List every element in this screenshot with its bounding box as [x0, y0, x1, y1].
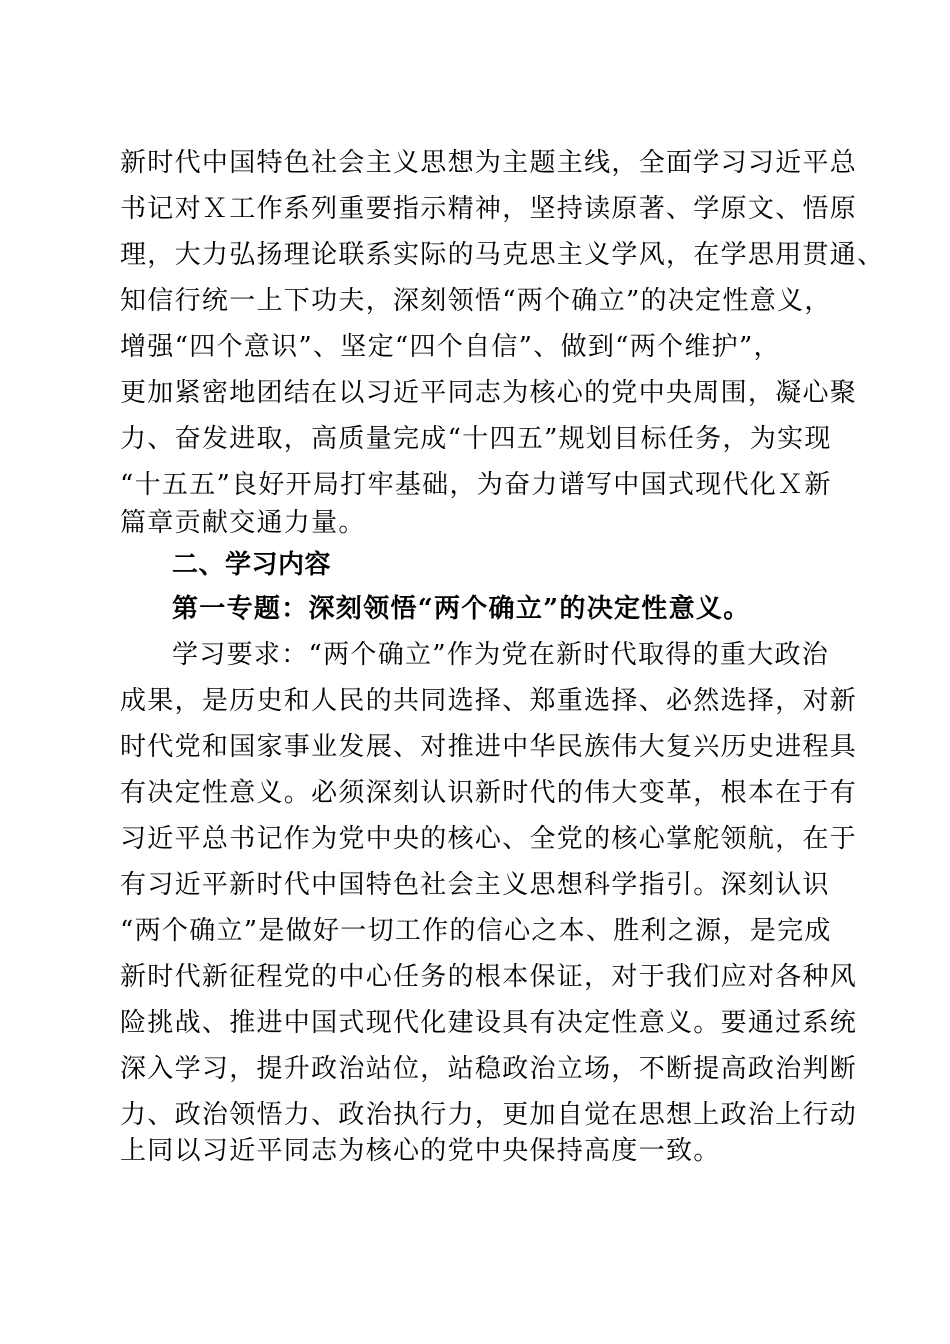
- paragraph-2-line: 时代党和国家事业发展、对推进中华民族伟大复兴历史进程具: [120, 732, 858, 762]
- paragraph-1-line: 力、奋发进取，高质量完成“十四五”规划目标任务，为实现: [120, 424, 832, 454]
- paragraph-1-line: 新时代中国特色社会主义思想为主题主线，全面学习习近平总: [120, 148, 858, 178]
- paragraph-2-line: 成果，是历史和人民的共同选择、郑重选择、必然选择，对新: [120, 686, 858, 716]
- paragraph-1-line: 更加紧密地团结在以习近平同志为核心的党中央周围，凝心聚: [120, 378, 858, 408]
- paragraph-2-line: 新时代新征程党的中心任务的根本保证，对于我们应对各种风: [120, 962, 858, 992]
- topic-heading: 第一专题：深刻领悟“两个确立”的决定性意义。: [172, 594, 751, 624]
- paragraph-1-line: 知信行统一上下功夫，深刻领悟“两个确立”的决定性意义，: [120, 286, 832, 316]
- paragraph-2-line: 学习要求：“两个确立”作为党在新时代取得的重大政治: [172, 640, 830, 670]
- paragraph-1-line: 书记对Ｘ工作系列重要指示精神，坚持读原著、学原文、悟原: [120, 194, 858, 224]
- paragraph-2-line: 深入学习，提升政治站位，站稳政治立场，不断提高政治判断: [120, 1054, 858, 1084]
- paragraph-2-line: 力、政治领悟力、政治执行力，更加自觉在思想上政治上行动: [120, 1100, 858, 1130]
- paragraph-1-line: “十五五”良好开局打牢基础，为奋力谱写中国式现代化Ｘ新: [120, 470, 832, 500]
- paragraph-2-line: 有决定性意义。必须深刻认识新时代的伟大变革，根本在于有: [120, 778, 858, 808]
- paragraph-2-line: 上同以习近平同志为核心的党中央保持高度一致。: [120, 1136, 721, 1166]
- section-heading: 二、学习内容: [172, 550, 332, 580]
- paragraph-2-line: 险挑战、推进中国式现代化建设具有决定性意义。要通过系统: [120, 1008, 858, 1038]
- paragraph-1-line: 理，大力弘扬理论联系实际的马克思主义学风，在学思用贯通、: [120, 240, 885, 270]
- paragraph-2-line: 习近平总书记作为党中央的核心、全党的核心掌舵领航，在于: [120, 824, 858, 854]
- paragraph-1-line: 增强“四个意识”、坚定“四个自信”、做到“两个维护”，: [120, 332, 781, 362]
- paragraph-1-line: 篇章贡献交通力量。: [120, 508, 366, 538]
- paragraph-2-line: “两个确立”是做好一切工作的信心之本、胜利之源，是完成: [120, 916, 832, 946]
- paragraph-2-line: 有习近平新时代中国特色社会主义思想科学指引。深刻认识: [120, 870, 830, 900]
